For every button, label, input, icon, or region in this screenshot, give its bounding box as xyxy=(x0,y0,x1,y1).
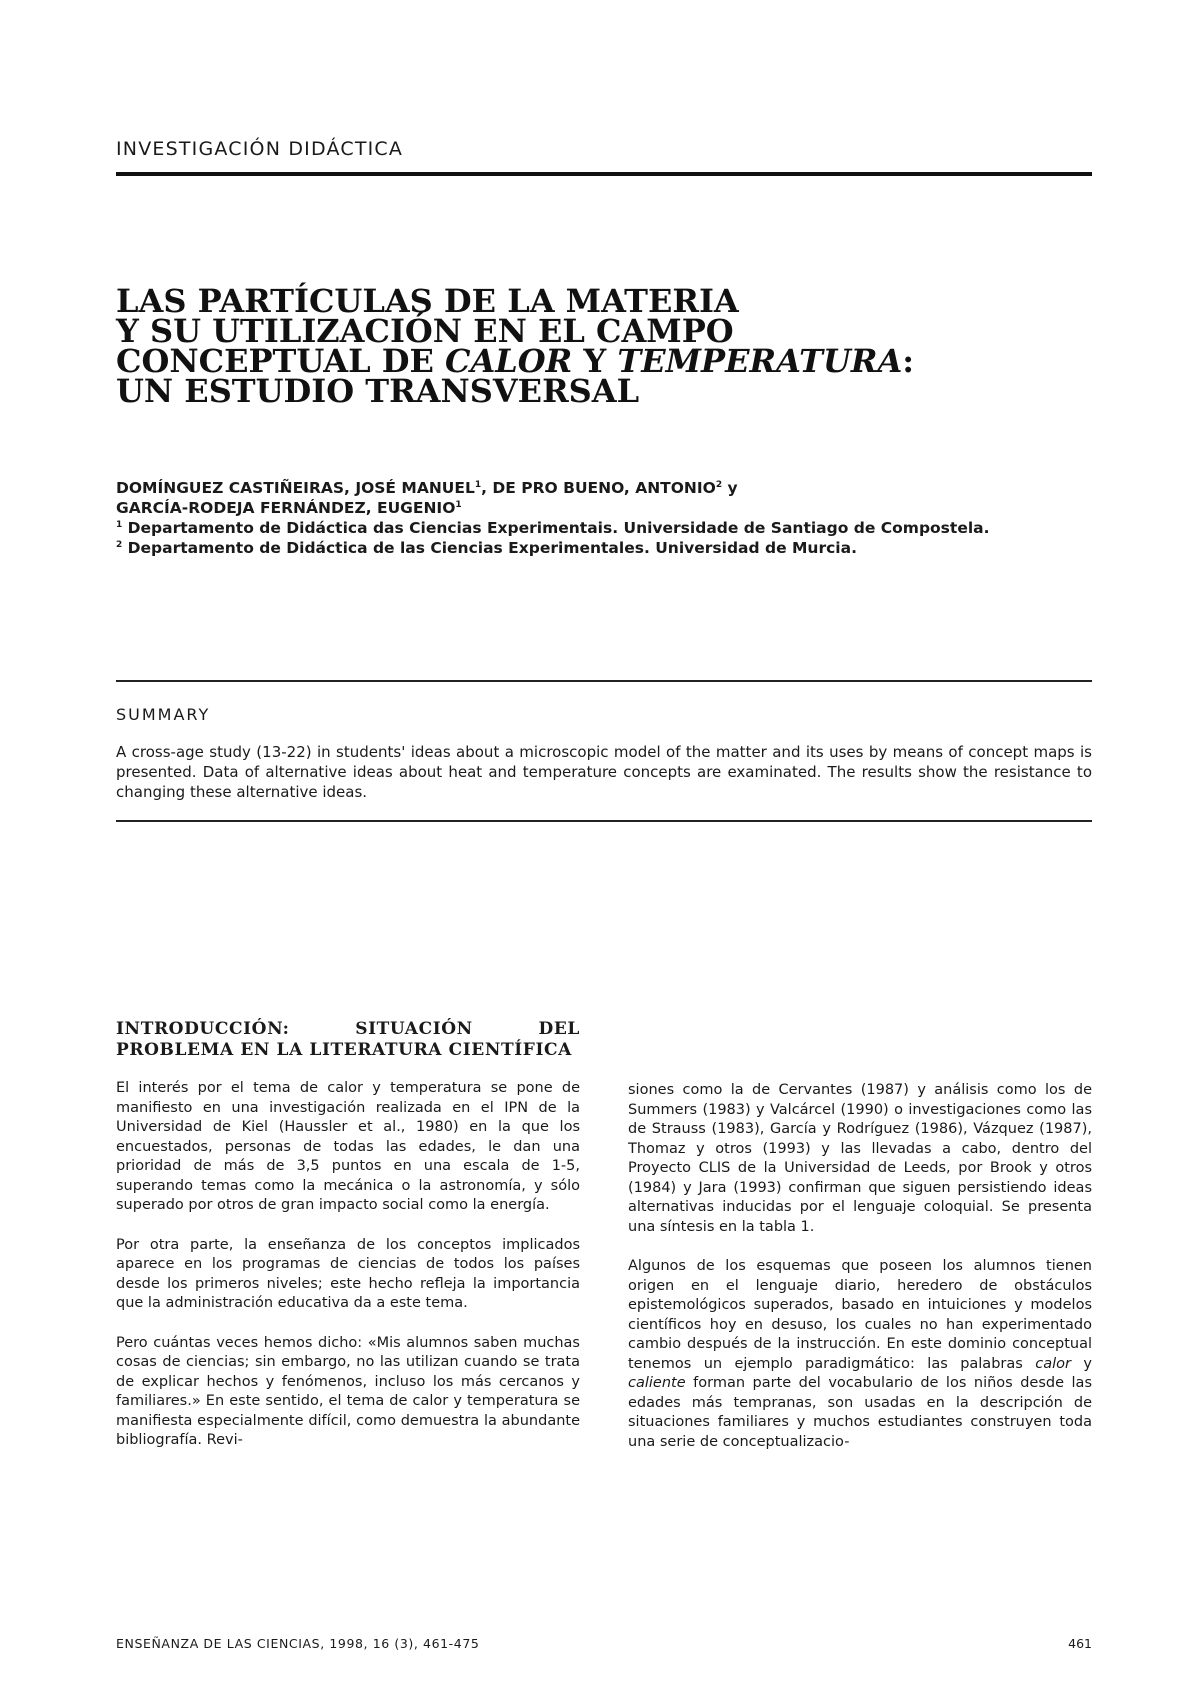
title-line-4: UN ESTUDIO TRANSVERSAL xyxy=(116,372,640,410)
title-line-3-part: Y xyxy=(572,342,618,380)
affiliation-1 xyxy=(116,518,1092,538)
paragraph-text: forman parte del vocabulario de los niños desde las edades más tempranas, son usadas en la descripción de situaciones familiares y muchos estudiantes construyen toda una serie de conceptualizacio- xyxy=(628,1375,1092,1450)
section-heading: INTRODUCCIÓN: SITUACIÓN DEL PROBLEMA EN LA LITERATURA CIENTÍFICA xyxy=(116,1019,580,1060)
author-name: , DE PRO BUENO, ANTONIO xyxy=(481,479,716,497)
affiliation-marker: 1 xyxy=(455,499,462,510)
title-term-temperatura: TEMPERATURA xyxy=(617,342,903,380)
paragraph: siones como la de Cervantes (1987) y análisis como los de Summers (1983) y Valcárcel (1990) o investigaciones como las de Strauss (1983), García y Rodríguez (1986), Vázquez (1987), Thomaz y otros (1993) y las llevadas a cabo, dentro del Proyecto CLIS de la Universidad de Leeds, por Brook y otros (1984) y Jara (1993) confirman que siguen persistiendo ideas alternativas inducidas por el lenguaje coloquial. Se presenta una síntesis en la tabla 1. xyxy=(628,1082,1092,1235)
left-column xyxy=(116,1019,580,1471)
title-term-calor: CALOR xyxy=(445,342,573,380)
affiliation-marker: 1 xyxy=(474,479,482,490)
term-caliente: caliente xyxy=(628,1375,686,1391)
paragraph: Por otra parte, la enseñanza de los conceptos implicados aparece en los programas de ciencias de todos los países desde los primeros niveles; este hecho refleja la importancia que la administración educativa da a este tema. xyxy=(116,1236,580,1311)
author-conjunction: y xyxy=(722,479,738,497)
right-column xyxy=(628,1081,1092,1472)
paragraph-text: Algunos de los esquemas que poseen los alumnos tienen origen en el lenguaje diario, heredero de obstáculos epistemológicos superados, basado en intuiciones y modelos científicos hoy en desuso, los cuales no han experimentado cambio después de la instrucción. En este dominio conceptual tenemos un ejemplo paradigmático: las palabras xyxy=(628,1258,1092,1372)
title-line-1: LAS PARTÍCULAS DE LA MATERIA xyxy=(116,282,739,320)
title-line-2: Y SU UTILIZACIÓN EN EL CAMPO xyxy=(116,312,734,350)
author-name: DOMÍNGUEZ CASTIÑEIRAS, JOSÉ MANUEL xyxy=(116,479,475,497)
paragraph-text: y xyxy=(1070,1355,1092,1372)
page-number: 461 xyxy=(1068,1636,1092,1651)
affiliation-marker: 2 xyxy=(715,479,723,490)
affiliation-text: Departamento de Didáctica das Ciencias Experimentais. Universidade de Santiago de Compostela. xyxy=(122,519,990,537)
affiliation-2 xyxy=(116,538,1092,558)
summary-text: A cross-age study (13-22) in students' ideas about a microscopic model of the matter and its uses by means of concept maps is presented. Data of alternative ideas about heat and temperature concepts are examinated. The results show the resistance to changing these alternative ideas. xyxy=(116,743,1092,801)
paragraph: Pero cuántas veces hemos dicho: «Mis alumnos saben muchas cosas de ciencias; sin embargo, no las utilizan cuando se trata de explicar hechos y fenómenos, incluso los más cercanos y familiares.» En este sentido, el tema de calor y temperatura se manifiesta especialmente difícil, como demuestra la abundante bibliografía. Revi- xyxy=(116,1334,580,1448)
authors-line-1 xyxy=(116,478,1092,498)
title-line-3-part: : xyxy=(902,342,915,380)
paragraph: El interés por el tema de calor y temperatura se pone de manifiesto en una investigación realizada en el IPN de la Universidad de Kiel (Haussler et al., 1980) en la que los encuestados, personas de todas las edades, le dan una prioridad de más de 3,5 puntos en una escala de 1-5, superando temas como la mecánica o la astronomía, y sólo superado por otros de gran impacto social como la energía. xyxy=(116,1080,580,1213)
affiliation-marker: 2 xyxy=(116,539,123,550)
affiliation-text: Departamento de Didáctica de las Ciencias Experimentales. Universidad de Murcia. xyxy=(122,539,857,557)
authors-line-2 xyxy=(116,498,1092,518)
journal-citation: ENSEÑANZA DE LAS CIENCIAS, 1998, 16 (3), 461-475 xyxy=(116,1636,480,1651)
affiliation-marker: 1 xyxy=(116,519,123,530)
section-label: INVESTIGACIÓN DIDÁCTICA xyxy=(116,138,404,160)
author-block xyxy=(116,478,1092,558)
summary-top-rule xyxy=(116,680,1092,682)
article-title xyxy=(116,282,1016,410)
summary-heading: SUMMARY xyxy=(116,705,211,724)
author-name: GARCÍA-RODEJA FERNÁNDEZ, EUGENIO xyxy=(116,499,456,517)
paragraph xyxy=(628,1257,1092,1452)
term-calor: calor xyxy=(1035,1355,1071,1372)
title-line-3-part: CONCEPTUAL DE xyxy=(116,342,445,380)
header-rule xyxy=(116,172,1092,176)
summary-bottom-rule xyxy=(116,820,1092,822)
